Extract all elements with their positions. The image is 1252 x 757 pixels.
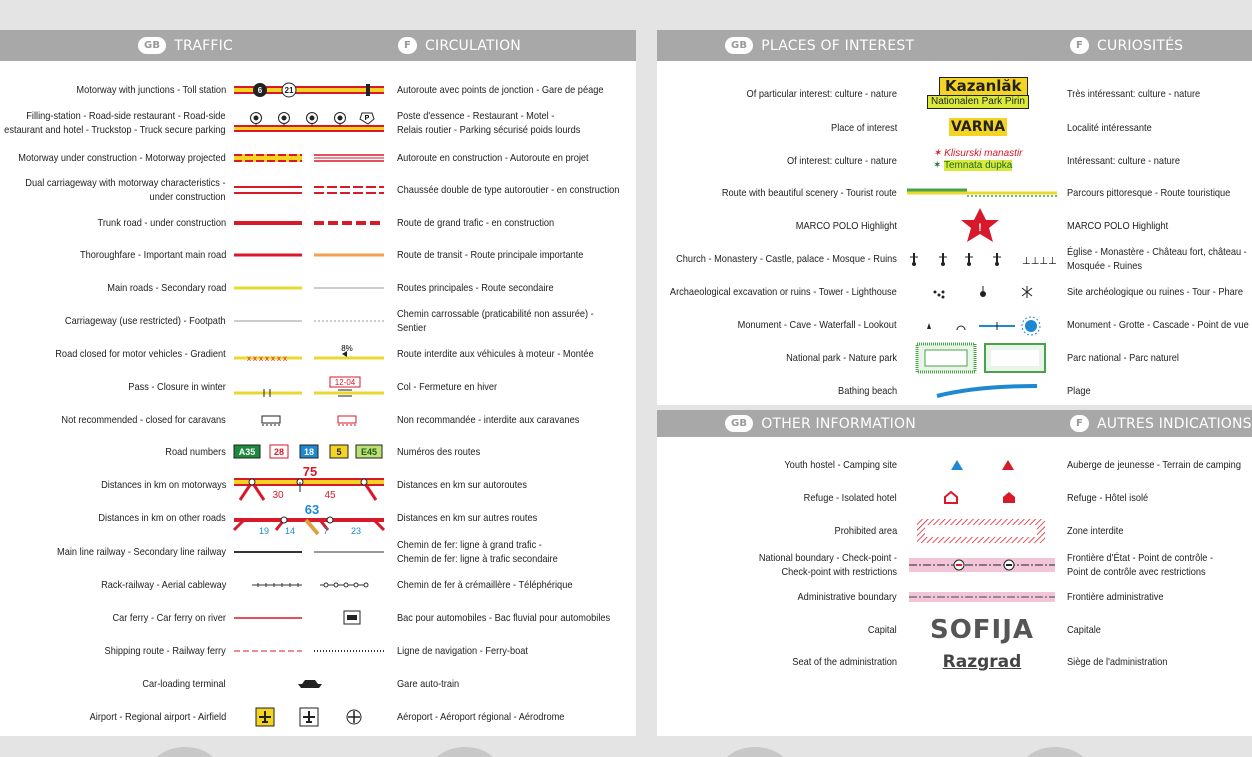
places-label-en: Of interest: culture - nature (787, 155, 897, 167)
traffic-label-en: Road closed for motor vehicles - Gradient (55, 348, 226, 360)
other-label-en: Administrative boundary (797, 591, 897, 603)
places-label-en: National park - Nature park (786, 352, 897, 364)
places-row (657, 145, 1252, 177)
places-label-fr: MARCO POLO Highlight (1067, 220, 1169, 232)
traffic-row (0, 174, 636, 206)
other-row (657, 614, 1252, 646)
traffic-label-fr: Autoroute avec points de jonction - Gare de péage (397, 84, 604, 96)
places-legend-panel (657, 30, 1252, 405)
other-symbol-icon (907, 517, 1057, 545)
places-title-f: CURIOSITÉS (1097, 37, 1184, 54)
places-symbol-icon (907, 77, 1057, 111)
distance-number: 75 (302, 464, 318, 479)
places-row (657, 78, 1252, 110)
page-tab-decoration (720, 747, 790, 757)
traffic-symbol-icon (234, 344, 389, 364)
traffic-row (0, 464, 636, 501)
traffic-row (0, 207, 636, 239)
other-symbol-icon (907, 458, 1057, 472)
places-row (657, 342, 1252, 374)
page-tab-decoration (150, 747, 220, 757)
traffic-row (0, 502, 636, 534)
place-interest-label: VARNA (951, 119, 1006, 135)
other-symbol-icon (907, 590, 1057, 604)
places-label-fr: Parc national - Parc naturel (1067, 352, 1179, 364)
traffic-symbol-icon (234, 376, 389, 398)
places-row (657, 210, 1252, 242)
places-label-fr: Église - Monastère - Château fort, château - Mosquée - Ruines (1067, 246, 1247, 272)
traffic-label-en: Distances in km on other roads (98, 512, 226, 524)
traffic-symbol-icon (234, 414, 389, 426)
traffic-label-fr: Chaussée double de type autoroutier - en construction (397, 184, 620, 196)
places-label-fr: Plage (1067, 385, 1091, 397)
road-number: E45 (360, 447, 378, 457)
f-badge: F (398, 37, 417, 54)
other-label-fr: Capitale (1067, 624, 1101, 636)
other-label-fr: Refuge - Hôtel isolé (1067, 492, 1149, 504)
traffic-symbol-icon (234, 445, 389, 459)
traffic-label-fr: Autoroute en construction - Autoroute en projet (397, 152, 589, 164)
traffic-label-en: Dual carriageway with motorway characteristics - under construction (25, 177, 226, 203)
places-label-en: Bathing beach (837, 385, 897, 397)
places-symbol-icon (907, 146, 1057, 176)
interest-nature-label: ✶ Temnata dupka (933, 160, 1013, 171)
distance-number: 63 (304, 502, 320, 517)
places-label-fr: Parcours pittoresque - Route touristique (1067, 187, 1231, 199)
places-label-fr: Localité intéressante (1067, 122, 1152, 134)
traffic-label-en: Main line railway - Secondary line railway (57, 546, 226, 558)
traffic-label-fr: Col - Fermeture en hiver (397, 381, 498, 393)
places-label-en: Route with beautiful scenery - Tourist route (722, 187, 897, 199)
places-row (657, 309, 1252, 341)
places-label-fr: Site archéologique ou ruines - Tour - Phare (1067, 286, 1244, 298)
traffic-label-en: Carriageway (use restricted) - Footpath (65, 315, 226, 327)
places-symbol-icon (907, 206, 1057, 246)
f-badge: F (1070, 37, 1089, 54)
distance-number: 23 (350, 526, 362, 536)
places-symbol-icon (907, 284, 1057, 300)
traffic-row (0, 239, 636, 271)
other-row (657, 646, 1252, 678)
svg-text:!: ! (978, 222, 982, 234)
traffic-label-fr: Route de transit - Route principale importante (397, 249, 584, 261)
traffic-label-en: Not recommended - closed for caravans (61, 414, 226, 426)
other-label-en: Youth hostel - Camping site (784, 459, 897, 471)
traffic-symbol-icon (234, 580, 389, 590)
places-symbol-icon (907, 251, 1057, 267)
places-label-en: Church - Monastery - Castle, palace - Mosque - Ruins (676, 253, 897, 265)
places-header (657, 30, 1252, 61)
traffic-symbol-icon (234, 250, 389, 260)
other-label-fr: Auberge de jeunesse - Terrain de camping (1067, 459, 1241, 471)
traffic-row (0, 635, 636, 667)
distance-number: 14 (284, 526, 296, 536)
place-culture-label: Kazanlăk (939, 77, 1028, 96)
svg-text:⊥⊥⊥⊥: ⊥⊥⊥⊥ (1022, 256, 1057, 267)
traffic-symbol-icon (234, 82, 389, 98)
traffic-label-fr: Chemin de fer: ligne à grand trafic - Chemin de fer: ligne à trafic secondaire (397, 539, 558, 565)
distance-number: 7 (323, 526, 329, 536)
traffic-label-fr: Distances en km sur autres routes (397, 512, 538, 524)
traffic-symbol-icon (234, 112, 389, 134)
other-row (657, 549, 1252, 581)
distance-number: 30 (272, 490, 284, 501)
traffic-row (0, 272, 636, 304)
distance-number: 19 (258, 526, 270, 536)
other-legend-panel (657, 410, 1252, 736)
places-label-fr: Monument - Grotte - Cascade - Point de vue (1067, 319, 1249, 331)
other-label-fr: Siège de l'administration (1067, 656, 1168, 668)
traffic-row (0, 668, 636, 700)
traffic-label-en: Airport - Regional airport - Airfield (89, 711, 226, 723)
traffic-symbol-icon (234, 464, 389, 502)
other-label-en: Seat of the administration (792, 656, 897, 668)
other-header (657, 410, 1252, 437)
traffic-label-fr: Bac pour automobiles - Bac fluvial pour automobiles (397, 612, 611, 624)
traffic-row (0, 107, 636, 139)
other-row (657, 581, 1252, 613)
traffic-title-gb: TRAFFIC (174, 37, 233, 54)
page-tab-decoration (430, 747, 500, 757)
places-symbol-icon (907, 384, 1057, 398)
traffic-symbol-icon (234, 218, 389, 228)
traffic-label-fr: Chemin carrossable (praticabilité non assurée) - Sentier (397, 308, 594, 334)
traffic-symbol-icon (234, 152, 389, 164)
traffic-symbol-icon (234, 548, 389, 556)
places-row (657, 375, 1252, 407)
traffic-row (0, 569, 636, 601)
traffic-label-fr: Gare auto-train (397, 678, 460, 690)
traffic-label-fr: Non recommandée - interdite aux caravanes (397, 414, 580, 426)
other-label-fr: Frontière administrative (1067, 591, 1164, 603)
f-badge: F (1070, 415, 1089, 432)
road-number: 18 (303, 447, 315, 457)
traffic-label-fr: Numéros des routes (397, 446, 481, 458)
places-label-fr: Très intéressant: culture - nature (1067, 88, 1201, 100)
traffic-label-en: Motorway under construction - Motorway projected (18, 152, 226, 164)
gb-badge: GB (725, 415, 753, 432)
road-number: 28 (273, 447, 285, 457)
capital-label: SOFIJA (929, 615, 1035, 645)
closure-label: 12-04 (334, 378, 356, 387)
place-nature-label: Nationalen Park Pirin (927, 95, 1029, 109)
other-label-en: Prohibited area (834, 525, 897, 537)
gb-badge: GB (138, 37, 166, 54)
traffic-row (0, 371, 636, 403)
distance-number: 45 (324, 490, 336, 501)
page-tab-decoration (1020, 747, 1090, 757)
traffic-symbol-icon (234, 184, 389, 196)
traffic-label-fr: Routes principales - Route secondaire (397, 282, 554, 294)
places-symbol-icon (907, 188, 1057, 198)
traffic-label-en: Pass - Closure in winter (128, 381, 226, 393)
traffic-row (0, 436, 636, 468)
other-label-fr: Frontière d'État - Point de contrôle - Point de contrôle avec restrictions (1067, 552, 1214, 578)
road-number: A35 (238, 447, 256, 457)
admin-seat-label: Razgrad (942, 652, 1022, 672)
places-symbol-icon (907, 315, 1057, 335)
traffic-symbol-icon (234, 647, 389, 655)
interest-culture-label: ✶ Klisurski manastir (933, 148, 1023, 159)
svg-text:xxxxxxx: xxxxxxx (247, 354, 289, 363)
traffic-label-en: Car ferry - Car ferry on river (112, 612, 226, 624)
junction-number: 6 (257, 86, 263, 95)
places-row (657, 177, 1252, 209)
traffic-label-fr: Route de grand trafic - en construction (397, 217, 555, 229)
traffic-label-en: Road numbers (165, 446, 226, 458)
junction-number: 21 (284, 86, 294, 95)
traffic-label-fr: Ligne de navigation - Ferry-boat (397, 645, 528, 657)
traffic-row (0, 602, 636, 634)
other-symbol-icon (907, 652, 1057, 672)
other-label-en: National boundary - Check-point - Check-point with restrictions (758, 552, 897, 578)
traffic-symbol-icon (234, 316, 389, 326)
traffic-label-en: Thoroughfare - Important main road (79, 249, 226, 261)
traffic-label-fr: Chemin de fer à crémaillère - Téléphérique (397, 579, 573, 591)
other-symbol-icon (907, 615, 1057, 645)
traffic-label-en: Motorway with junctions - Toll station (76, 84, 226, 96)
other-row (657, 482, 1252, 514)
other-label-en: Capital (868, 624, 897, 636)
other-symbol-icon (907, 555, 1057, 575)
other-symbol-icon (907, 491, 1057, 505)
traffic-label-en: Trunk road - under construction (97, 217, 226, 229)
traffic-label-fr: Route interdite aux véhicules à moteur - Montée (397, 348, 594, 360)
places-title-gb: PLACES OF INTEREST (761, 37, 915, 54)
traffic-row (0, 701, 636, 733)
other-title-f: AUTRES INDICATIONS (1097, 415, 1252, 432)
other-row (657, 449, 1252, 481)
places-label-en: Monument - Cave - Waterfall - Lookout (738, 319, 897, 331)
places-row (657, 112, 1252, 144)
traffic-symbol-icon (234, 502, 389, 534)
traffic-row (0, 404, 636, 436)
traffic-label-en: Distances in km on motorways (100, 479, 226, 491)
traffic-legend-panel (0, 30, 636, 736)
places-row (657, 243, 1252, 275)
places-symbol-icon (907, 342, 1057, 374)
traffic-header (0, 30, 636, 61)
gradient-label: 8% (341, 344, 353, 353)
traffic-row (0, 74, 636, 106)
traffic-title-f: CIRCULATION (425, 37, 521, 54)
traffic-symbol-icon (234, 283, 389, 293)
traffic-row (0, 338, 636, 370)
traffic-label-en: Rack-railway - Aerial cableway (100, 579, 226, 591)
traffic-label-en: Filling-station - Road-side restaurant - Road-side estaurant and hotel - Truckstop - Truck secure parking (4, 110, 226, 136)
other-title-gb: OTHER INFORMATION (761, 415, 916, 432)
places-symbol-icon (907, 118, 1057, 138)
traffic-label-en: Shipping route - Railway ferry (104, 645, 226, 657)
places-label-en: Archaeological excavation or ruins - Tower - Lighthouse (670, 286, 897, 298)
places-label-en: Of particular interest: culture - nature (746, 88, 897, 100)
places-label-en: Place of interest (830, 122, 897, 134)
parking-label: P (364, 115, 370, 122)
places-label-fr: Intéressant: culture - nature (1067, 155, 1180, 167)
traffic-symbol-icon (234, 707, 389, 727)
traffic-label-en: Car-loading terminal (142, 678, 226, 690)
gb-badge: GB (725, 37, 753, 54)
traffic-label-en: Main roads - Secondary road (106, 282, 226, 294)
traffic-row (0, 536, 636, 568)
other-row (657, 515, 1252, 547)
places-row (657, 276, 1252, 308)
traffic-label-fr: Aéroport - Aéroport régional - Aérodrome (397, 711, 565, 723)
traffic-label-fr: Poste d'essence - Restaurant - Motel - Relais routier - Parking sécurisé poids lourds (397, 110, 581, 136)
places-label-en: MARCO POLO Highlight (795, 220, 897, 232)
road-number: 5 (336, 447, 342, 457)
other-label-en: Refuge - Isolated hotel (804, 492, 897, 504)
traffic-label-fr: Distances en km sur autoroutes (397, 479, 527, 491)
other-label-fr: Zone interdite (1067, 525, 1124, 537)
traffic-symbol-icon (234, 678, 389, 690)
traffic-row (0, 305, 636, 337)
traffic-symbol-icon (234, 610, 389, 626)
traffic-row (0, 142, 636, 174)
